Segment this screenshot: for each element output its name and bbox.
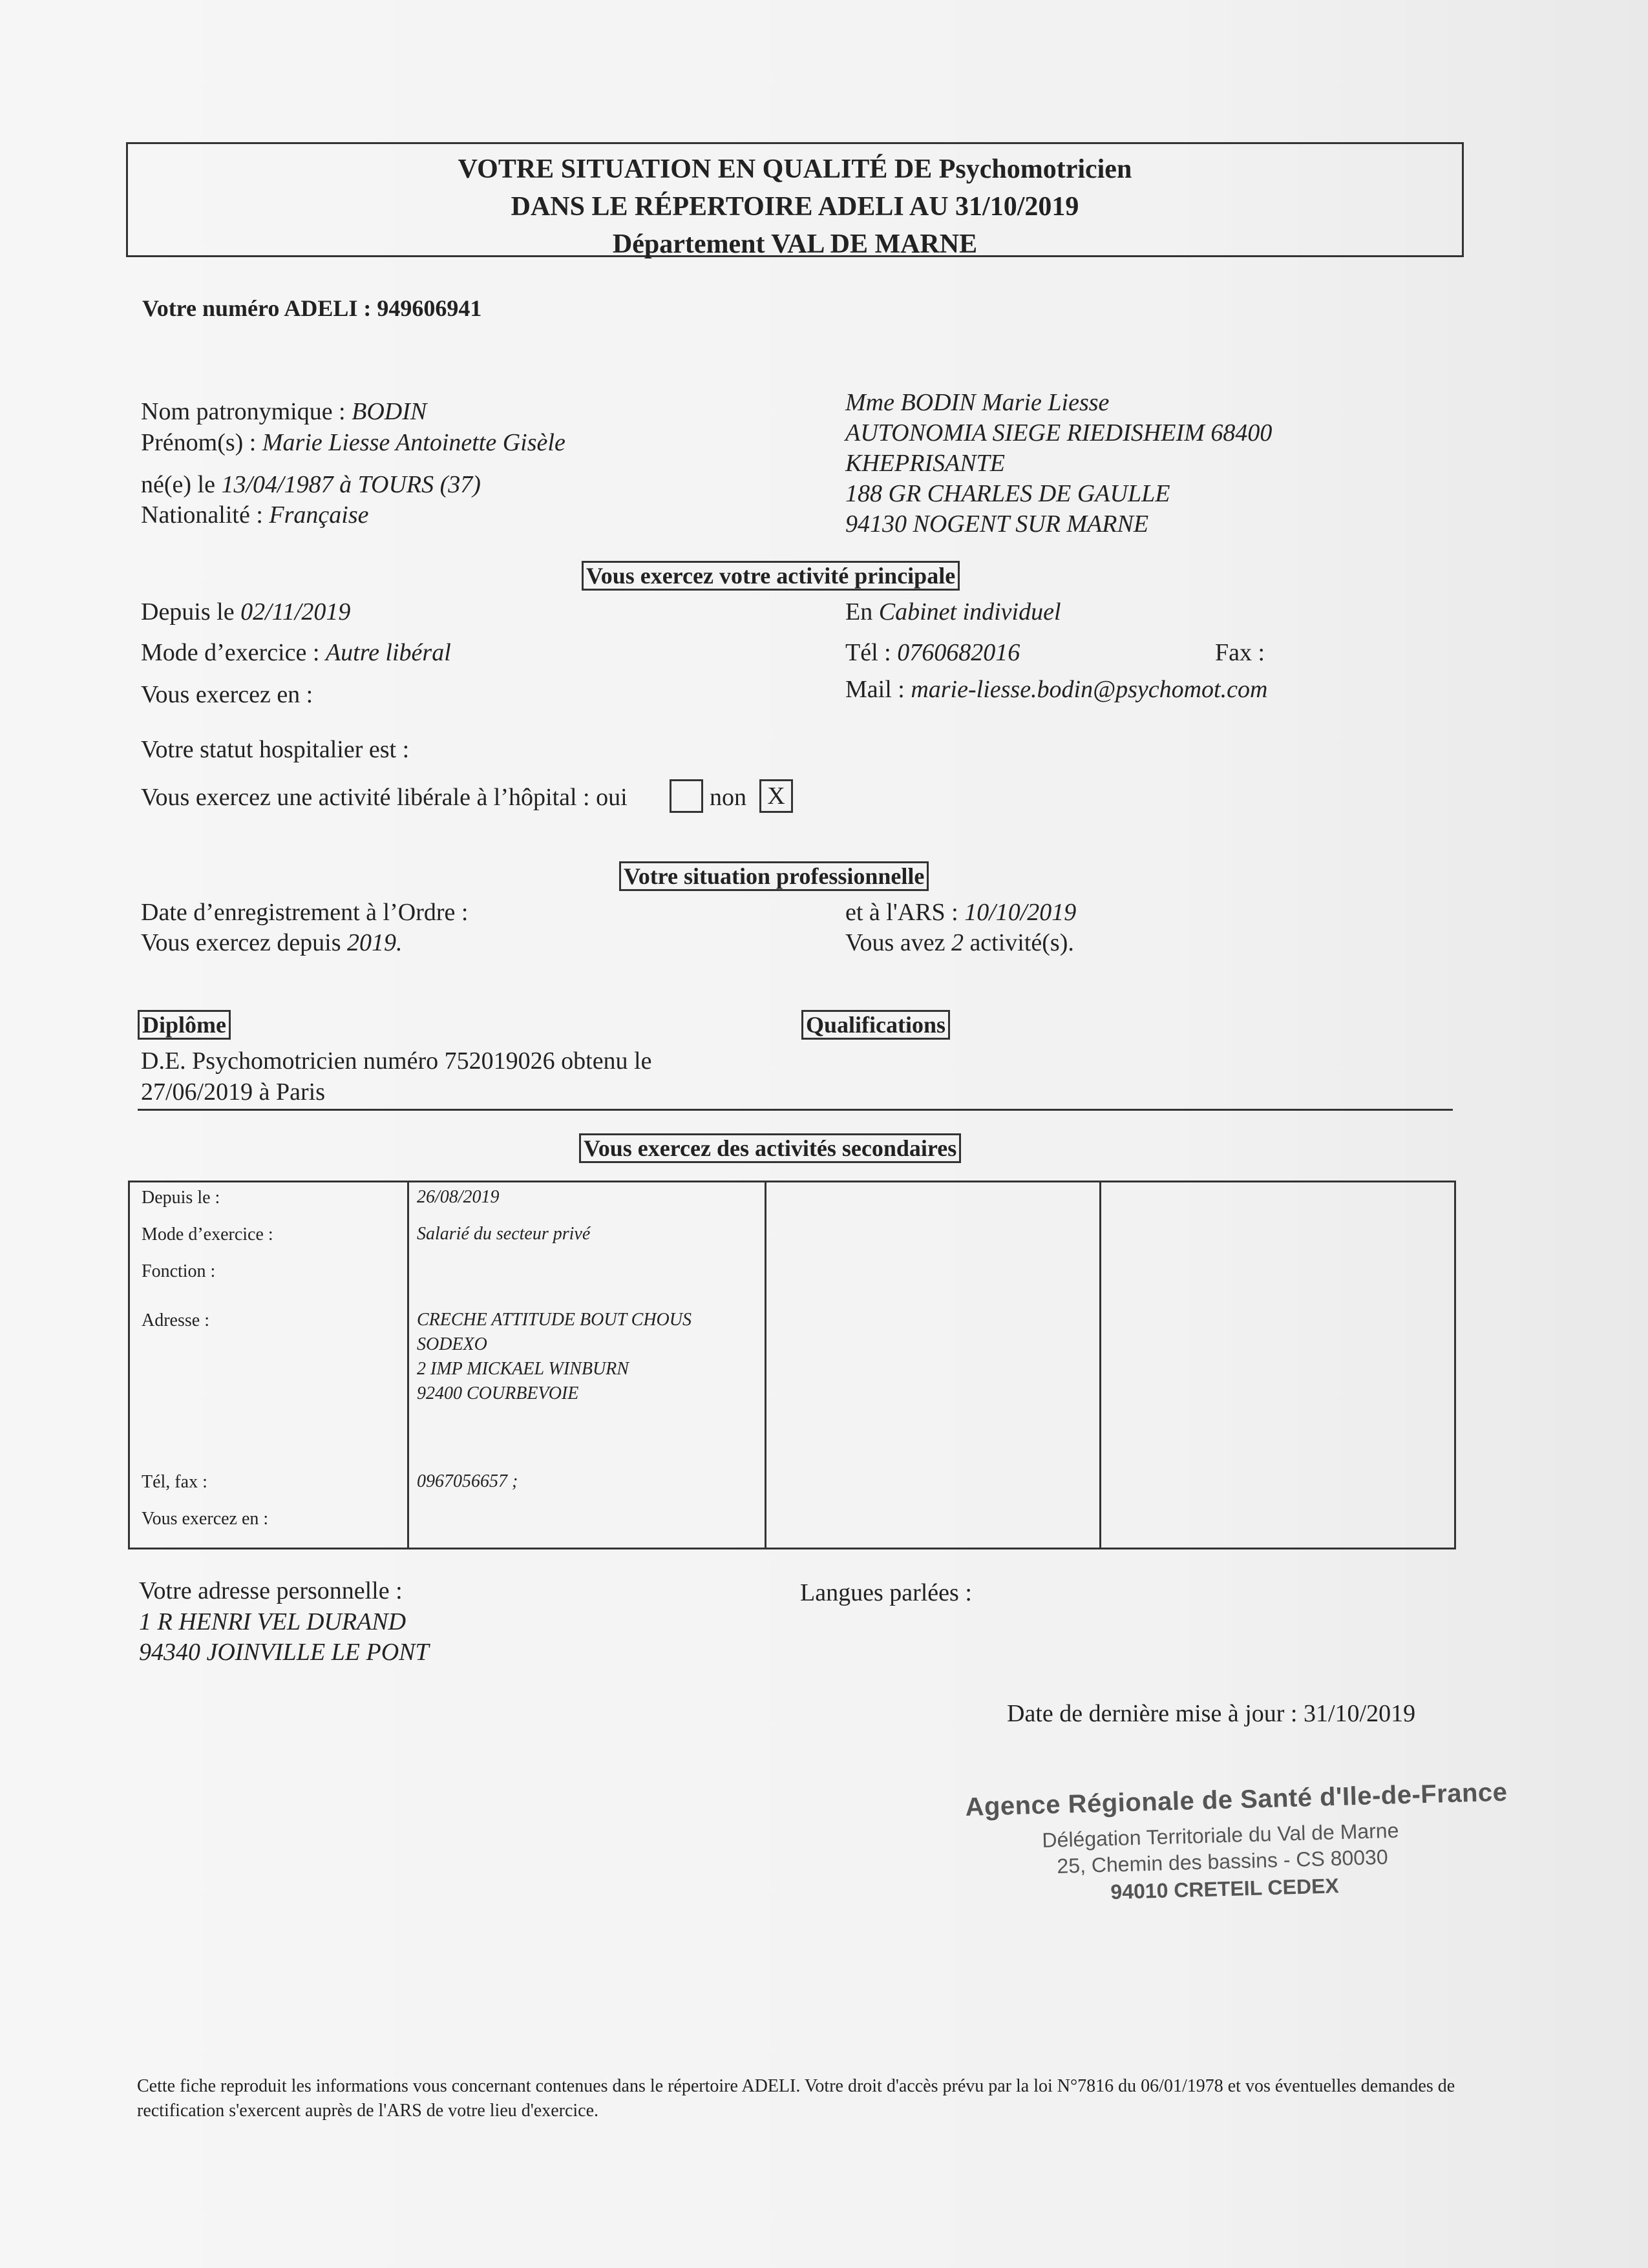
activity-1-address-line: SODEXO [417, 1334, 487, 1354]
depuis-label: Depuis le [141, 598, 235, 625]
secondary-activities-table [128, 1181, 1456, 1549]
adresse-label: Adresse : [142, 1310, 209, 1330]
exercez-en: Vous exercez en : [141, 681, 313, 708]
ars-stamp-line-3: 25, Chemin des bassins - CS 80030 [1057, 1845, 1389, 1878]
exercez-en-label: Vous exercez en : [142, 1509, 269, 1529]
non-checkbox: X [759, 779, 793, 813]
nb-activites-row [845, 929, 1074, 957]
ordre-label: Date d’enregistrement à l’Ordre : [141, 899, 469, 926]
nb-activites-value: 2 [951, 929, 964, 956]
en-value: Cabinet individuel [878, 598, 1061, 625]
nationalite-row [141, 501, 368, 529]
exercez-depuis-label: Vous exercez depuis [141, 929, 341, 956]
address-line: AUTONOMIA SIEGE RIEDISHEIM 68400 [845, 419, 1273, 446]
nb-activites-label-1: Vous avez [845, 929, 945, 956]
situation-pro-heading: Votre situation professionnelle [619, 861, 929, 891]
naissance-label: né(e) le [141, 471, 215, 498]
mode-row [141, 638, 451, 667]
tel-value: 0760682016 [897, 639, 1020, 666]
naissance-row [141, 470, 481, 499]
adeli-number [142, 295, 481, 322]
personal-address-label: Votre adresse personnelle : [139, 1577, 403, 1604]
langues-label: Langues parlées : [800, 1579, 972, 1606]
secondaires-heading: Vous exercez des activités secondaires [579, 1133, 961, 1163]
legal-footer: Cette fiche reproduit les informations vous concernant contenues dans le répertoire ADELI. Votre droit d'accès prévu par la loi N°7816 du 06/01/1978 et vos éventuelles demandes de rectification s'exercent auprès de l'ARS de votre lieu d'exercice. [137, 2076, 1455, 2121]
last-update: Date de dernière mise à jour : 31/10/2019 [1007, 1700, 1416, 1727]
depuis-row [141, 598, 350, 626]
mode-label: Mode d’exercice : [141, 639, 320, 666]
address-line: Mme BODIN Marie Liesse [845, 389, 1110, 416]
title-line-1: VOTRE SITUATION EN QUALITÉ DE Psychomotricien [458, 154, 1132, 184]
nationalite-value: Française [269, 501, 369, 529]
activity-1-depuis: 26/08/2019 [417, 1187, 500, 1207]
mode-value: Autre libéral [325, 639, 451, 666]
diplome-line-1: D.E. Psychomotricien numéro 752019026 obtenu le [141, 1047, 652, 1075]
fax-label: Fax : [1215, 639, 1265, 666]
qualifications-heading: Qualifications [801, 1010, 950, 1040]
adeli-label: Votre numéro ADELI : [142, 295, 372, 321]
postal-address [845, 388, 1272, 540]
depuis-value: 02/11/2019 [240, 598, 351, 625]
diplome-line-2: 27/06/2019 à Paris [141, 1078, 325, 1106]
activity-1-address-line: 92400 COURBEVOIE [417, 1383, 579, 1403]
tel-label: Tél : [845, 639, 891, 666]
personal-address-line-1: 1 R HENRI VEL DURAND [139, 1608, 407, 1635]
activity-1-cell [408, 1182, 766, 1549]
tel-row [845, 638, 1020, 667]
prenom-row [141, 428, 565, 457]
fonction-label: Fonction : [142, 1261, 216, 1281]
activity-3-cell [1101, 1182, 1455, 1549]
labels-cell [129, 1182, 408, 1549]
statut-hospitalier: Votre statut hospitalier est : [141, 736, 410, 763]
adeli-value: 949606941 [377, 295, 482, 321]
oui-checkbox [670, 779, 703, 813]
activity-1-address-line: 2 IMP MICKAEL WINBURN [417, 1359, 629, 1379]
nom-label: Nom patronymique : [141, 398, 346, 425]
nationalite-label: Nationalité : [141, 501, 263, 529]
address-line: 94130 NOGENT SUR MARNE [845, 510, 1149, 538]
en-label: En [845, 598, 873, 625]
mode-exercice-label: Mode d’exercice : [142, 1224, 273, 1244]
personal-address-line-2: 94340 JOINVILLE LE PONT [139, 1639, 429, 1666]
address-line: KHEPRISANTE [845, 450, 1005, 477]
prenom-value: Marie Liesse Antoinette Gisèle [262, 429, 565, 456]
tel-fax-label: Tél, fax : [142, 1472, 207, 1492]
ars-row [845, 898, 1076, 927]
activity-1-address [417, 1308, 692, 1406]
ars-stamp-line-2: Délégation Territoriale du Val de Marne [1042, 1818, 1399, 1852]
title-line-3: Département VAL DE MARNE [612, 229, 978, 259]
mail-row [845, 675, 1267, 704]
ars-stamp-title: Agence Régionale de Santé d'Ile-de-France [965, 1778, 1508, 1822]
mail-label: Mail : [845, 676, 905, 703]
naissance-value: 13/04/1987 à TOURS (37) [221, 471, 481, 498]
exercez-depuis-value: 2019. [347, 929, 403, 956]
nom-value: BODIN [352, 398, 427, 425]
address-line: 188 GR CHARLES DE GAULLE [845, 480, 1170, 507]
ars-stamp-line-4: 94010 CRETEIL CEDEX [1110, 1874, 1340, 1904]
depuis-le-label: Depuis le : [142, 1188, 220, 1208]
ars-value: 10/10/2019 [964, 899, 1077, 926]
divider [138, 1109, 1453, 1111]
exercez-depuis-row [141, 929, 403, 957]
activity-2-cell [766, 1182, 1101, 1549]
nb-activites-label-2: activité(s). [969, 929, 1074, 956]
activity-1-mode: Salarié du secteur privé [417, 1224, 591, 1244]
liberale-question: Vous exercez une activité libérale à l’hôpital : oui [141, 784, 628, 811]
mail-value: marie-liesse.bodin@psychomot.com [911, 676, 1268, 703]
non-label: non [710, 784, 746, 811]
diplome-heading: Diplôme [138, 1010, 231, 1040]
title-box [126, 142, 1464, 257]
activite-principale-heading: Vous exercez votre activité principale [582, 561, 960, 591]
prenom-label: Prénom(s) : [141, 429, 257, 456]
activity-1-tel: 0967056657 ; [417, 1471, 518, 1491]
exercice-lieu-row [845, 598, 1061, 626]
ars-label: et à l'ARS : [845, 899, 958, 926]
title-line-2: DANS LE RÉPERTOIRE ADELI AU 31/10/2019 [511, 192, 1079, 222]
activity-1-address-line: CRECHE ATTITUDE BOUT CHOUS [417, 1310, 692, 1330]
nom-row [141, 397, 427, 426]
